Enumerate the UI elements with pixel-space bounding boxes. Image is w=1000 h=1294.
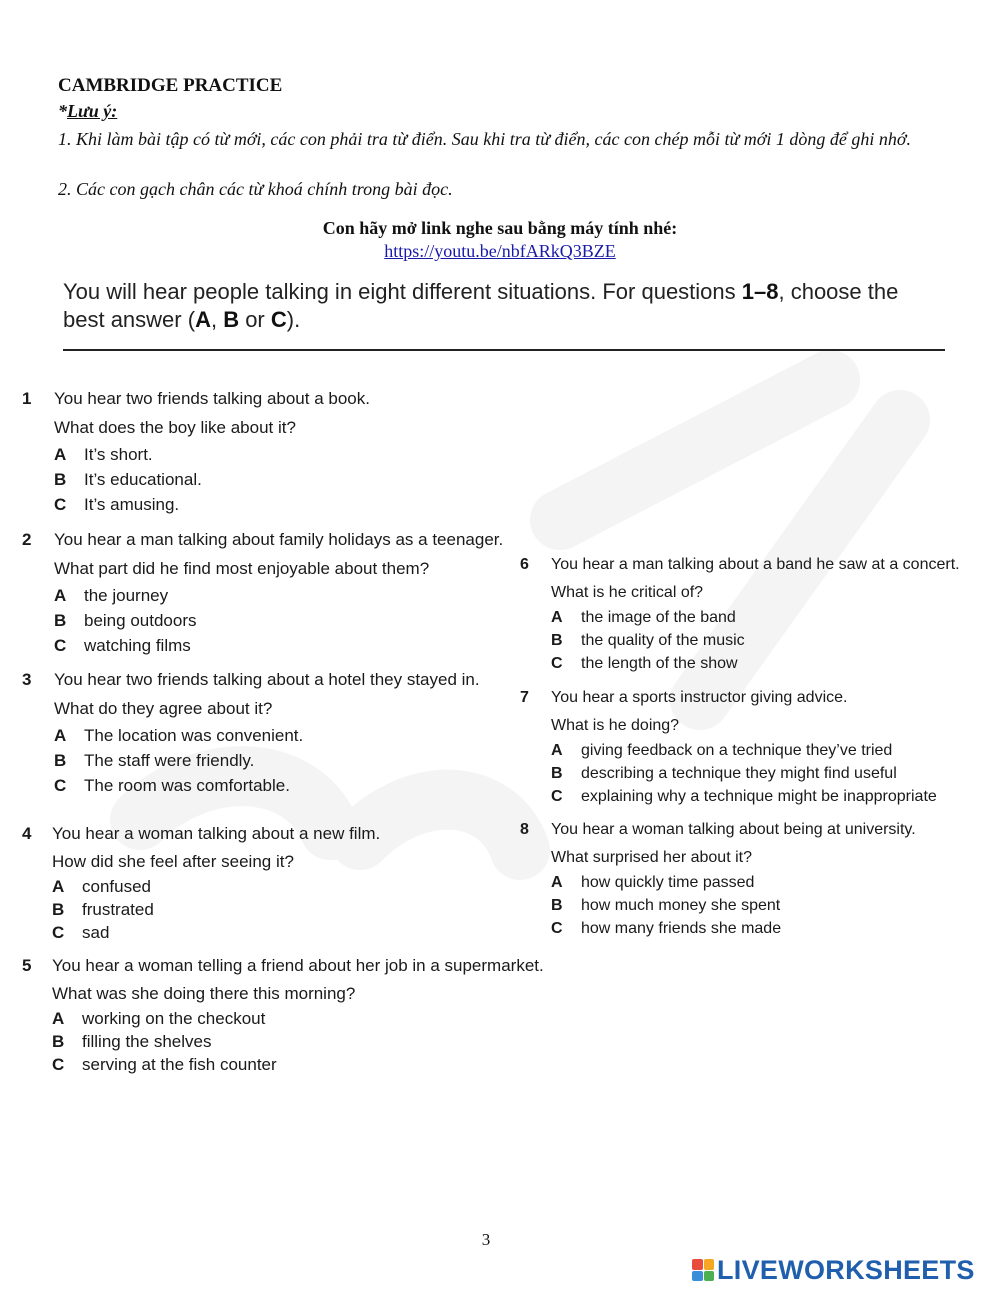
note-2: 2. Các con gạch chân các từ khoá chính trong bài đọc. — [58, 179, 453, 199]
link-instruction: Con hãy mở link nghe sau bằng máy tính nhé: — [322, 218, 678, 238]
note-label-text: Lưu ý: — [67, 101, 118, 121]
question-prompt: What does the boy like about it? — [54, 418, 296, 437]
option-a[interactable]: A working on the checkout — [52, 1009, 266, 1028]
page-number: 3 — [481, 1230, 491, 1249]
option-b[interactable]: B It’s educational. — [54, 470, 202, 489]
option-b[interactable]: B the quality of the music — [551, 632, 745, 649]
option-b[interactable]: B frustrated — [52, 900, 154, 919]
option-a[interactable]: A The location was convenient. — [54, 726, 304, 745]
option-b[interactable]: B describing a technique they might find useful — [551, 765, 897, 782]
question-prompt: What was she doing there this morning? — [52, 984, 356, 1003]
option-a[interactable]: A confused — [52, 877, 151, 896]
logo-text: LIVEWORKSHEETS — [717, 1254, 975, 1285]
listening-link[interactable]: https://youtu.be/nbfARkQ3BZE — [384, 241, 616, 261]
option-c[interactable]: C The room was comfortable. — [54, 776, 290, 795]
question-stem: You hear a woman talking about a new film. — [52, 824, 381, 843]
divider — [63, 349, 945, 351]
question-number: 7 — [520, 689, 529, 706]
listening-instruction: You will hear people talking in eight different situations. For questions 1–8, choose the best answer (A, B or C). — [63, 279, 899, 332]
question-number: 6 — [520, 556, 529, 573]
option-c[interactable]: C It’s amusing. — [54, 495, 180, 514]
question-number: 5 — [22, 956, 32, 975]
page-title: CAMBRIDGE PRACTICE — [58, 75, 283, 96]
question-stem: You hear a man talking about a band he saw at a concert. — [551, 556, 960, 573]
option-b[interactable]: B filling the shelves — [52, 1032, 212, 1051]
note-label: *Lưu ý: — [58, 101, 118, 121]
option-a[interactable]: A the image of the band — [551, 609, 736, 626]
question-prompt: What surprised her about it? — [551, 849, 752, 866]
option-c[interactable]: C explaining why a technique might be inappropriate — [551, 788, 937, 805]
option-b[interactable]: B how much money she spent — [551, 897, 781, 914]
listening-link-container — [0, 241, 1000, 262]
option-c[interactable]: C watching films — [54, 636, 191, 655]
option-c[interactable]: C sad — [52, 923, 110, 942]
option-b[interactable]: B The staff were friendly. — [54, 751, 255, 770]
option-c[interactable]: C serving at the fish counter — [52, 1055, 277, 1074]
question-number: 1 — [22, 389, 32, 408]
question-prompt: How did she feel after seeing it? — [52, 852, 294, 871]
question-stem: You hear a man talking about family holidays as a teenager. — [54, 530, 504, 549]
question-prompt: What do they agree about it? — [54, 699, 273, 718]
question-prompt: What is he doing? — [551, 717, 680, 734]
note-1: 1. Khi làm bài tập có từ mới, các con phải tra từ điển. Sau khi tra từ điển, các con chép mỗi từ mới 1 dòng để ghi nhớ. — [58, 129, 911, 149]
question-stem: You hear a sports instructor giving advice. — [551, 689, 848, 706]
option-b[interactable]: B being outdoors — [54, 611, 197, 630]
question-number: 8 — [520, 821, 529, 838]
question-stem: You hear two friends talking about a book. — [54, 389, 370, 408]
question-number: 4 — [22, 824, 32, 843]
option-a[interactable]: A how quickly time passed — [551, 874, 755, 891]
liveworksheets-logo[interactable] — [692, 1255, 975, 1285]
question-number: 3 — [22, 670, 32, 689]
question-number: 2 — [22, 530, 32, 549]
question-stem: You hear a woman telling a friend about her job in a supermarket. — [52, 956, 544, 975]
question-stem: You hear two friends talking about a hotel they stayed in. — [54, 670, 480, 689]
question-prompt: What is he critical of? — [551, 584, 704, 601]
option-c[interactable]: C the length of the show — [551, 655, 738, 672]
liveworksheets-logo-icon — [692, 1259, 714, 1281]
question-prompt: What part did he find most enjoyable about them? — [54, 559, 430, 578]
option-a[interactable]: A the journey — [54, 586, 169, 605]
option-c[interactable]: C how many friends she made — [551, 920, 782, 937]
option-a[interactable]: A giving feedback on a technique they’ve tried — [551, 742, 893, 759]
question-stem: You hear a woman talking about being at university. — [551, 821, 916, 838]
option-a[interactable]: A It’s short. — [54, 445, 153, 464]
